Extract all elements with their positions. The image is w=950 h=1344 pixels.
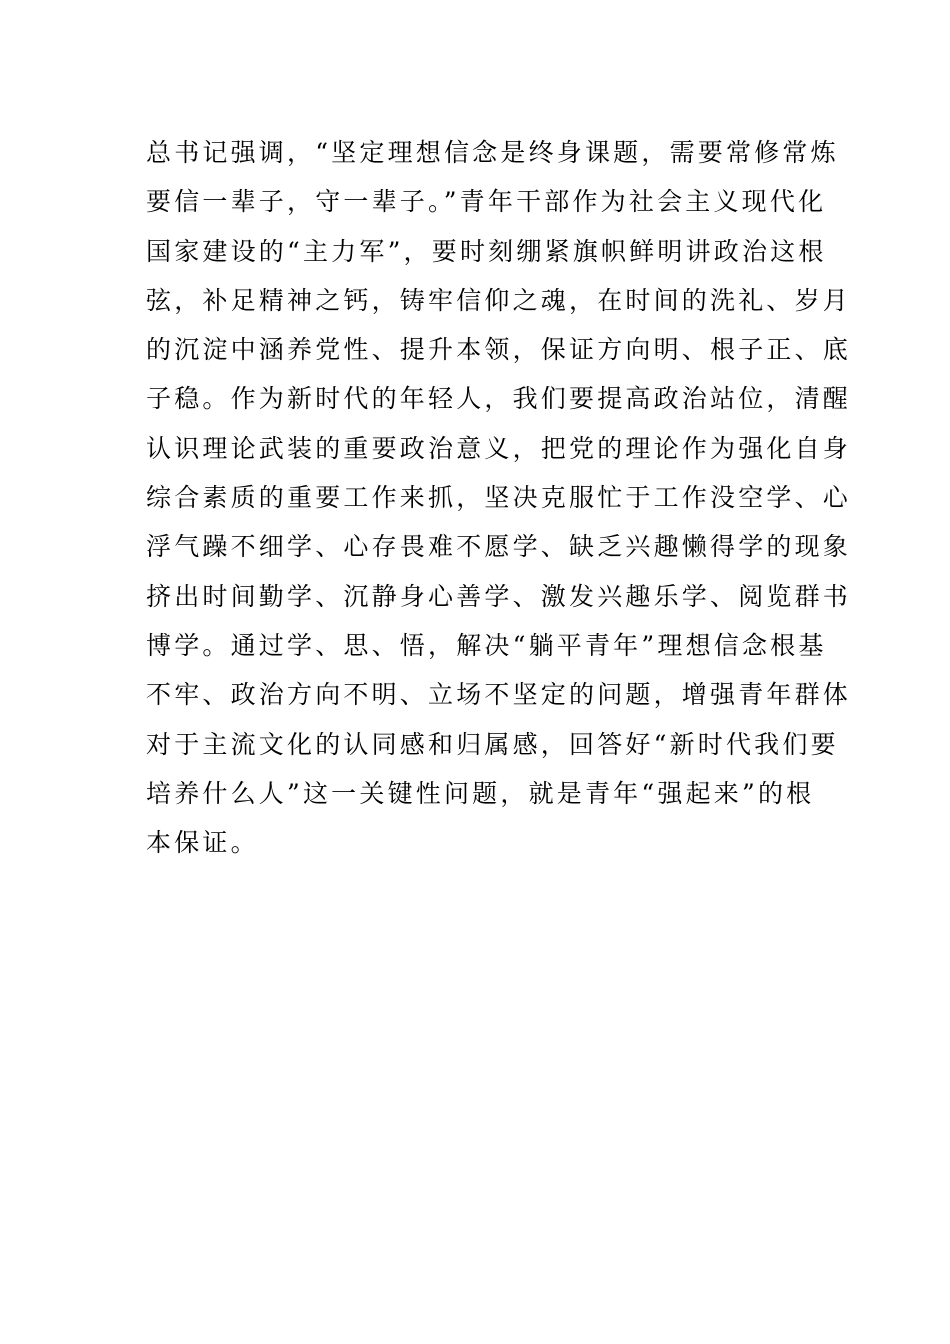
paragraph-line: 国家建设的“主力军”，要时刻绷紧旗帜鲜明讲政治这根	[146, 236, 827, 266]
paragraph-line: 不牢、政治方向不明、立场不坚定的问题，增强青年群体	[146, 680, 852, 710]
paragraph-line: 总书记强调，“坚定理想信念是终身课题，需要常修常炼	[146, 138, 839, 167]
paragraph-line: 要信一辈子，守一辈子。”青年干部作为社会主义现代化	[146, 187, 827, 217]
paragraph-line: 挤出时间勤学、沉静身心善学、激发兴趣乐学、阅览群书	[146, 581, 852, 611]
paragraph-line: 综合素质的重要工作来抓，坚决克服忙于工作没空学、心	[146, 483, 852, 513]
paragraph-line: 博学。通过学、思、悟，解决“躺平青年”理想信念根基	[146, 630, 827, 660]
paragraph-line: 浮气躁不细学、心存畏难不愿学、缺乏兴趣懒得学的现象	[146, 532, 852, 562]
paragraph-line: 的沉淀中涵养党性、提升本领，保证方向明、根子正、底	[146, 335, 852, 365]
paragraph-line: 本保证。	[146, 828, 259, 858]
paragraph-line: 培养什么人”这一关键性问题，就是青年“强起来”的根	[146, 778, 815, 808]
paragraph-line: 认识理论武装的重要政治意义，把党的理论作为强化自身	[146, 433, 852, 463]
paragraph-line: 对于主流文化的认同感和归属感，回答好“新时代我们要	[146, 729, 839, 759]
paragraph-line: 弦，补足精神之钙，铸牢信仰之魂，在时间的洗礼、岁月	[146, 285, 852, 315]
paragraph-line: 子稳。作为新时代的年轻人，我们要提高政治站位，清醒	[146, 384, 852, 414]
body-paragraph	[146, 128, 852, 867]
